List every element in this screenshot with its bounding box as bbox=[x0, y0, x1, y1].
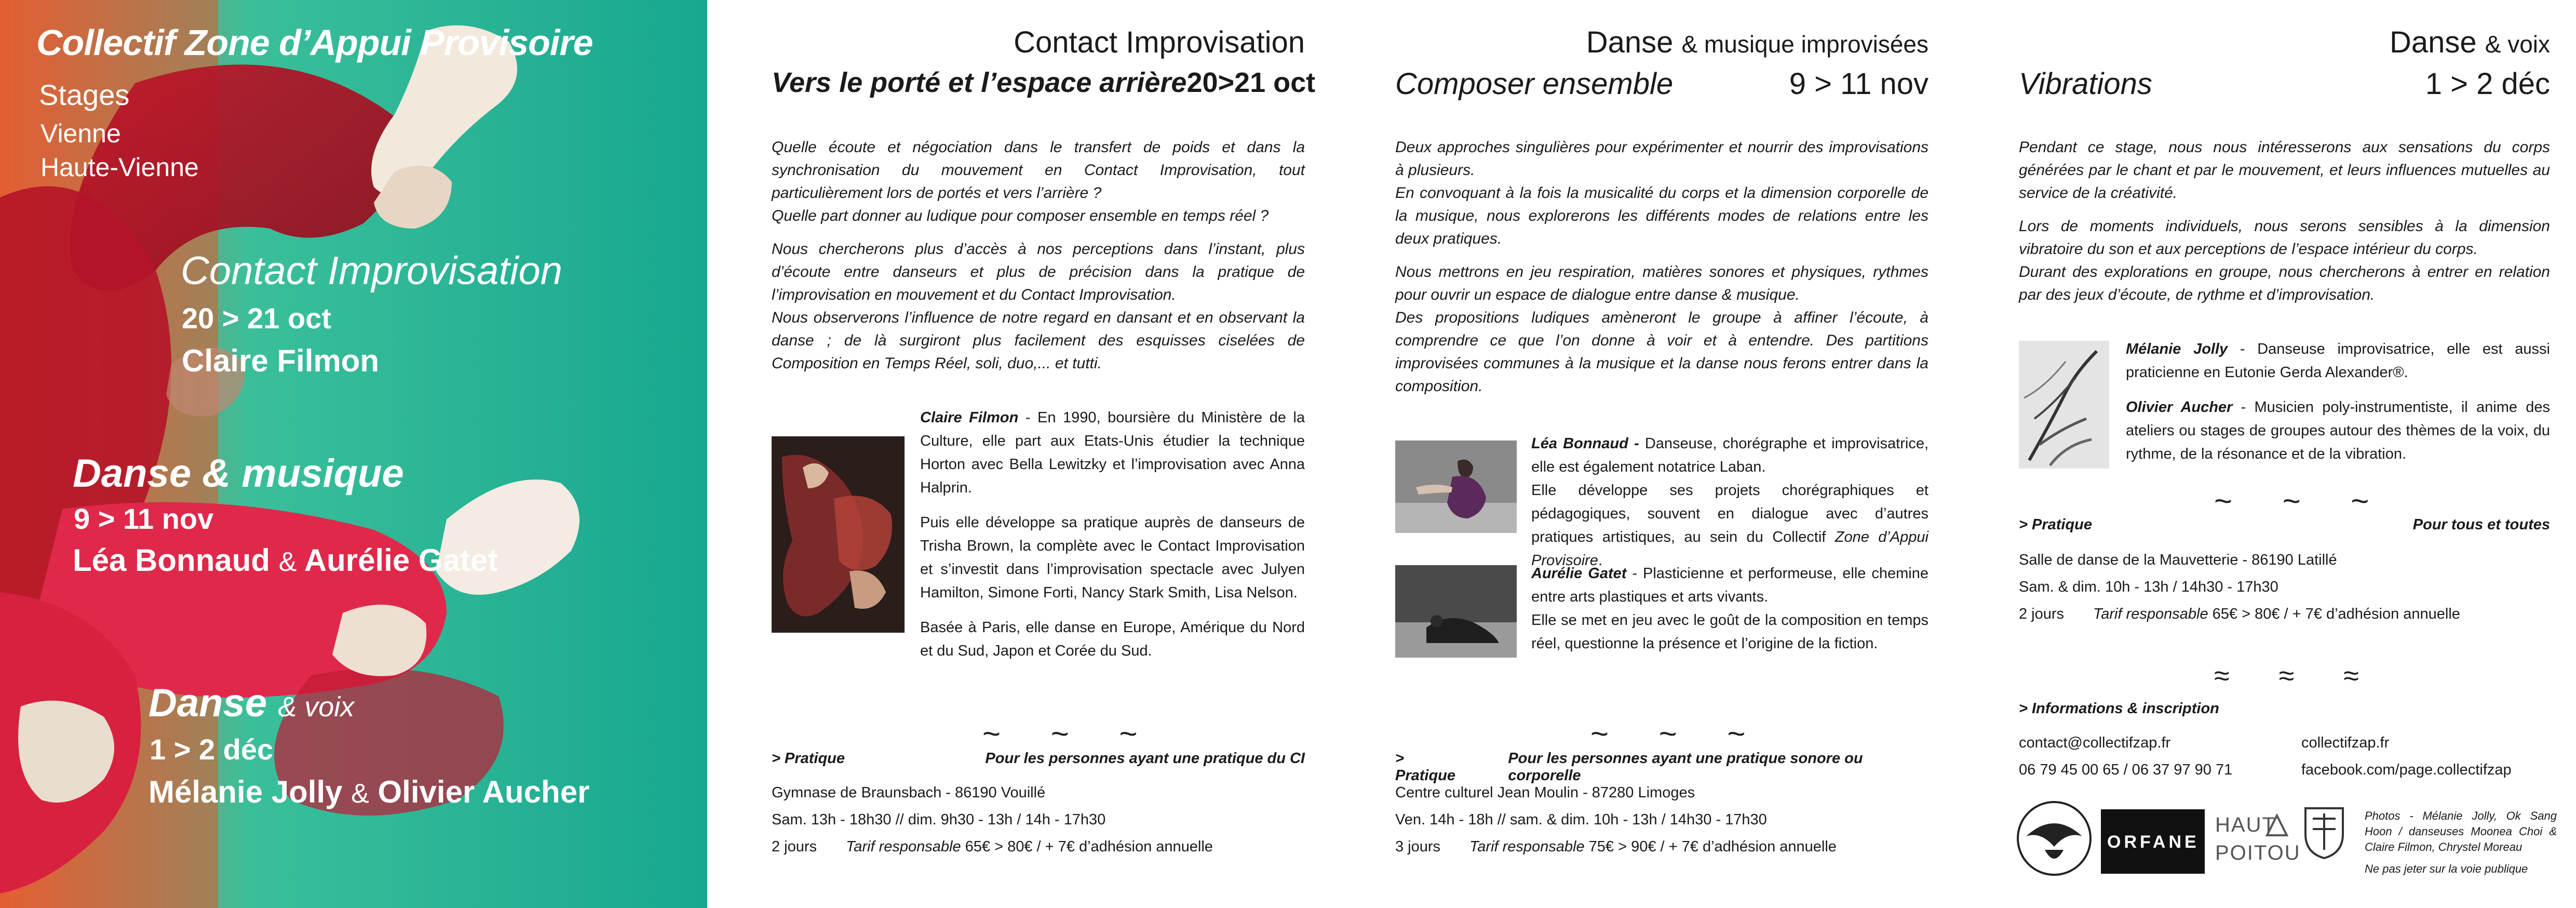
p2-dates: 9 > 11 nov bbox=[1789, 67, 1928, 101]
p2-pratique-note: Pour les personnes ayant une pratique sonore ou corporelle bbox=[1508, 750, 1863, 784]
p2-bio1-2-text: Elle développe ses projets chorégraphiques et pédagogiques, souvent en dialogue avec d’autres pratiques artistiques, au sein du Collectif bbox=[1531, 482, 1928, 545]
p1-subheading-row bbox=[772, 66, 1316, 99]
contact-improvisation-panel bbox=[707, 0, 1331, 908]
p2-bio1-dot: . bbox=[1598, 552, 1602, 569]
cover-event3-who-a: Mélanie Jolly bbox=[149, 775, 343, 809]
p2-pratique-label: > Pratique bbox=[1395, 750, 1456, 784]
p3-tarif: 65€ > 80€ / + 7€ d’adhésion annuelle bbox=[2212, 606, 2460, 622]
p1-bio bbox=[920, 406, 1305, 674]
cover-event3-title-a: Danse bbox=[149, 681, 267, 725]
zap-logo-mark bbox=[2016, 800, 2093, 877]
p1-info bbox=[772, 779, 1305, 860]
cover-panel bbox=[0, 0, 707, 908]
melanie-jolly-photo-art bbox=[2019, 341, 2109, 469]
p1-pratique-label: > Pratique bbox=[772, 750, 845, 767]
orfane-logo-text: ORFANE bbox=[2107, 832, 2200, 852]
p2-place: Centre culturel Jean Moulin - 87280 Limoges bbox=[1395, 784, 1695, 801]
p2-bio1-2 bbox=[1531, 479, 1928, 572]
cover-event3-dates: 1 > 2 déc bbox=[150, 733, 274, 766]
haut-poitou-logo bbox=[2215, 810, 2301, 878]
zap-logo bbox=[2016, 800, 2093, 877]
p3-bio1 bbox=[2126, 338, 2550, 384]
p2-heading-b: & musique improvisées bbox=[1681, 31, 1928, 58]
p3-credits: Photos - Mélanie Jolly, Ok Sang Hoon / danseuses Moonea Choi & Claire Filmon, Chrystel Moreau bbox=[2365, 809, 2557, 853]
p2-info bbox=[1395, 779, 1928, 860]
cover-region-haute-vienne: Haute-Vienne bbox=[41, 153, 199, 182]
p1-bio-1 bbox=[920, 406, 1305, 500]
p2-intro-3: Nous mettrons en jeu respiration, matières sonores et physiques, rythmes pour ouvrir un espace de dialogue entre danse & musique. bbox=[1395, 263, 1928, 303]
p2-bio2 bbox=[1531, 562, 1928, 667]
p2-hours: Ven. 14h - 18h // sam. & dim. 10h - 13h / 14h30 - 17h30 bbox=[1395, 811, 1767, 828]
cover-event1-dates: 20 > 21 oct bbox=[182, 302, 331, 335]
p2-bio2-1 bbox=[1531, 562, 1928, 609]
p3-tarif-label: Tarif responsable bbox=[2093, 606, 2208, 622]
p2-heading-a: Danse bbox=[1586, 25, 1674, 59]
aurelie-gatet-photo-art bbox=[1395, 565, 1517, 658]
p3-site[interactable]: collectifzap.fr bbox=[2301, 735, 2390, 751]
p3-bio2-name: Olivier Aucher bbox=[2126, 399, 2233, 416]
cover-event3-who bbox=[149, 774, 589, 810]
p3-contact-right bbox=[2301, 729, 2551, 783]
p3-pratique-row bbox=[2019, 516, 2550, 533]
p3-intro-2: Lors de moments individuels, nous serons sensibles à la dimension vibratoire du son et aux perceptions de l’espace intérieur du corps. bbox=[2019, 218, 2550, 258]
p3-pratique-label: > Pratique bbox=[2019, 516, 2093, 533]
cover-event2-amp: & bbox=[278, 547, 297, 577]
danse-voix-panel bbox=[1954, 0, 2576, 908]
municipal-crest-logo bbox=[2300, 803, 2348, 860]
p1-tarif: 65€ > 80€ / + 7€ d’adhésion annuelle bbox=[965, 838, 1213, 855]
claire-filmon-photo-art bbox=[772, 436, 905, 633]
p1-pratique-row bbox=[772, 750, 1305, 767]
p3-heading-a: Danse bbox=[2389, 25, 2477, 59]
p1-intro-3: Nous chercherons plus d’accès à nos perceptions dans l’instant, plus d’écoute entre danseurs et plus de précision dans la pratique de l’improvisation en mouvement et du Contact Improvisation. bbox=[772, 241, 1305, 303]
cover-event2-who bbox=[73, 542, 498, 578]
p2-bio1-collectif: Zone d’Appui Provisoire bbox=[1531, 529, 1928, 569]
orfane-logo bbox=[2101, 809, 2205, 874]
p2-bio2-2: Elle se met en jeu avec le goût de la composition en temps réel, questionne la présence et l’origine de la fiction. bbox=[1531, 612, 1928, 652]
p3-place: Salle de danse de la Mauvetterie - 86190 Latillé bbox=[2019, 552, 2337, 568]
p3-approx-separator: ≈ ≈ ≈ bbox=[2214, 660, 2380, 691]
p2-intro-2: En convoquant à la fois la musicalité du corps et la dimension corporelle de la musique, nous explorerons les différents modes de relations entre les deux pratiques. bbox=[1395, 184, 1928, 247]
p3-subheading: Vibrations bbox=[2019, 67, 2152, 101]
cover-event3-title-amp: & voix bbox=[278, 691, 355, 723]
p2-days: 3 jours bbox=[1395, 838, 1441, 855]
p1-bio-3: Basée à Paris, elle danse en Europe, Amérique du Nord et du Sud, Japon et Corée du Sud. bbox=[920, 619, 1305, 659]
p3-phones: 06 79 45 00 65 / 06 37 97 90 71 bbox=[2019, 762, 2233, 778]
melanie-jolly-photo bbox=[2019, 341, 2109, 469]
cover-title: Collectif Zone d’Appui Provisoire bbox=[36, 22, 593, 63]
crest-icon bbox=[2300, 803, 2348, 860]
triangle-icon bbox=[2265, 813, 2289, 837]
p1-pratique-note: Pour les personnes ayant une pratique du CI bbox=[985, 750, 1305, 767]
p3-info-label-row bbox=[2019, 700, 2550, 717]
p3-email[interactable]: contact@collectifzap.fr bbox=[2019, 735, 2171, 751]
p2-tarif: 75€ > 90€ / + 7€ d’adhésion annuelle bbox=[1588, 838, 1837, 855]
p3-info-label: > Informations & inscription bbox=[2019, 700, 2219, 717]
p3-bio1-text: - Danseuse improvisatrice, elle est aussi praticienne en Eutonie Gerda Alexander®. bbox=[2126, 341, 2551, 381]
p3-intro bbox=[2019, 136, 2550, 317]
cover-event3-amp: & bbox=[351, 779, 369, 809]
p1-intro bbox=[772, 136, 1305, 385]
cover-event3-who-b: Olivier Aucher bbox=[377, 775, 590, 809]
p2-tarif-row bbox=[1395, 833, 1928, 860]
p2-heading bbox=[1586, 25, 1928, 60]
p3-facebook[interactable]: facebook.com/page.collectifzap bbox=[2301, 762, 2512, 778]
p1-heading: Contact Improvisation bbox=[1014, 25, 1305, 59]
p2-bio1 bbox=[1531, 432, 1928, 584]
p3-intro-3: Durant des explorations en groupe, nous chercherons à entrer en relation par des jeux d’écoute, de rythme et d’improvisation. bbox=[2019, 263, 2550, 303]
p1-intro-4: Nous observerons l’influence de notre regard en dansant et en observant la danse ; de là surgiront plus facilement des esquisses ciselées de Composition en Temps Réel, soli, duo,... et tutti. bbox=[772, 309, 1305, 372]
p2-separator: ~ ~ ~ bbox=[1590, 716, 1766, 751]
p3-bio1-name: Mélanie Jolly bbox=[2126, 341, 2228, 357]
claire-filmon-photo bbox=[772, 436, 905, 633]
p3-info bbox=[2019, 546, 2550, 627]
p3-bios bbox=[2126, 338, 2550, 477]
p1-intro-1: Quelle écoute et négociation dans le transfert de poids et dans la synchronisation du mouvement en Contact Improvisation, tout particulièrement lors de portés et vers l’arrière ? bbox=[772, 139, 1305, 202]
p1-bio-1-text: - En 1990, boursière du Ministère de la Culture, elle part aux Etats-Unis étudier la technique Horton avec Bella Lewitzky et l’improvisation avec Anna Halprin. bbox=[920, 409, 1305, 496]
cover-event2-who-b: Aurélie Gatet bbox=[304, 543, 498, 578]
p3-separator: ~ ~ ~ bbox=[2214, 484, 2390, 518]
p3-subheading-row bbox=[2019, 66, 2550, 101]
p3-no-litter: Ne pas jeter sur la voie publique bbox=[2365, 862, 2528, 875]
p1-hours: Sam. 13h - 18h30 // dim. 9h30 - 13h / 14h - 17h30 bbox=[772, 811, 1106, 828]
p1-place: Gymnase de Braunsbach - 86190 Vouillé bbox=[772, 784, 1046, 801]
p3-days: 2 jours bbox=[2019, 606, 2065, 622]
p3-bio2 bbox=[2126, 396, 2550, 466]
p2-intro-4: Des propositions ludiques amèneront le groupe à affiner l’écoute, à comprendre ce que l’on donne à voir et à entendre. Des partitions improvisées communes à la musique et la danse nous ferons entrer dans la composition. bbox=[1395, 309, 1928, 395]
p3-hours: Sam. & dim. 10h - 13h / 14h30 - 17h30 bbox=[2019, 579, 2278, 595]
danse-musique-panel bbox=[1331, 0, 1954, 908]
p1-separator: ~ ~ ~ bbox=[982, 716, 1158, 751]
cover-event2-dates: 9 > 11 nov bbox=[74, 502, 214, 535]
cover-stages: Stages bbox=[39, 78, 130, 111]
p3-contact-left bbox=[2019, 729, 2289, 783]
p3-dates: 1 > 2 déc bbox=[2425, 67, 2550, 101]
p3-pratique-note: Pour tous et toutes bbox=[2412, 516, 2550, 533]
p2-bio1-1-text: Danseuse, chorégraphe et improvisatrice, elle est également notatrice Laban. bbox=[1531, 435, 1929, 475]
p1-days: 2 jours bbox=[772, 838, 817, 855]
p2-bio2-name: Aurélie Gatet bbox=[1531, 565, 1627, 582]
p1-subheading: Vers le porté et l’espace arrière bbox=[772, 67, 1187, 98]
cover-event1-who: Claire Filmon bbox=[182, 343, 380, 378]
cover-region-vienne: Vienne bbox=[41, 119, 121, 148]
p3-heading-b: & voix bbox=[2485, 31, 2550, 58]
aurelie-gatet-photo bbox=[1395, 565, 1517, 658]
p1-tarif-row bbox=[772, 833, 1305, 860]
cover-event2-who-a: Léa Bonnaud bbox=[73, 543, 271, 578]
p1-dates: 20>21 oct bbox=[1186, 67, 1316, 98]
p2-subheading-row bbox=[1395, 66, 1928, 101]
p3-heading bbox=[2390, 25, 2550, 60]
haut-poitou-logo-poitou: POITOU bbox=[2215, 842, 2301, 864]
haut-poitou-logo-haut: HAUT bbox=[2215, 813, 2276, 836]
p1-tarif-label: Tarif responsable bbox=[846, 838, 961, 855]
cover-event3-title bbox=[149, 680, 354, 726]
p1-bio-2: Puis elle développe sa pratique auprès de danseurs de Trisha Brown, la complète avec le Contact Improvisation et s’investit dans l’improvisation spectacle avec Julyen Hamilton, Simone Forti, Nancy Stark Smith, Lisa Nelson. bbox=[920, 514, 1305, 601]
p2-bio2-1-text: - Plasticienne et performeuse, elle chemine entre arts plastiques et arts vivants. bbox=[1531, 565, 1928, 605]
p2-intro-1: Deux approches singulières pour expérimenter et nourrir des improvisations à plusieurs. bbox=[1395, 139, 1928, 179]
p2-bio1-1 bbox=[1531, 432, 1928, 479]
p1-intro-2: Quelle part donner au ludique pour composer ensemble en temps réel ? bbox=[772, 207, 1269, 224]
cover-event2-title: Danse & musique bbox=[73, 451, 404, 496]
lea-bonnaud-photo-art bbox=[1395, 440, 1517, 533]
p2-intro bbox=[1395, 136, 1928, 408]
p1-bio-name: Claire Filmon bbox=[920, 409, 1019, 426]
p3-intro-1: Pendant ce stage, nous nous intéresserons aux sensations du corps générées par le chant et par le mouvement, et leurs influences mutuelles au service de la créativité. bbox=[2019, 139, 2550, 202]
lea-bonnaud-photo bbox=[1395, 440, 1517, 533]
cover-event1-title: Contact Improvisation bbox=[181, 249, 562, 293]
p2-bio1-name: Léa Bonnaud - bbox=[1531, 435, 1639, 452]
p2-tarif-label: Tarif responsable bbox=[1469, 838, 1585, 855]
p3-bio2-text: - Musicien poly-instrumentiste, il anime des ateliers ou stages de groupes autour des thèmes de la voix, du rythme, de la résonance et de la vibration. bbox=[2126, 399, 2550, 462]
p3-tarif-row bbox=[2019, 600, 2550, 627]
p2-subheading: Composer ensemble bbox=[1395, 67, 1674, 101]
